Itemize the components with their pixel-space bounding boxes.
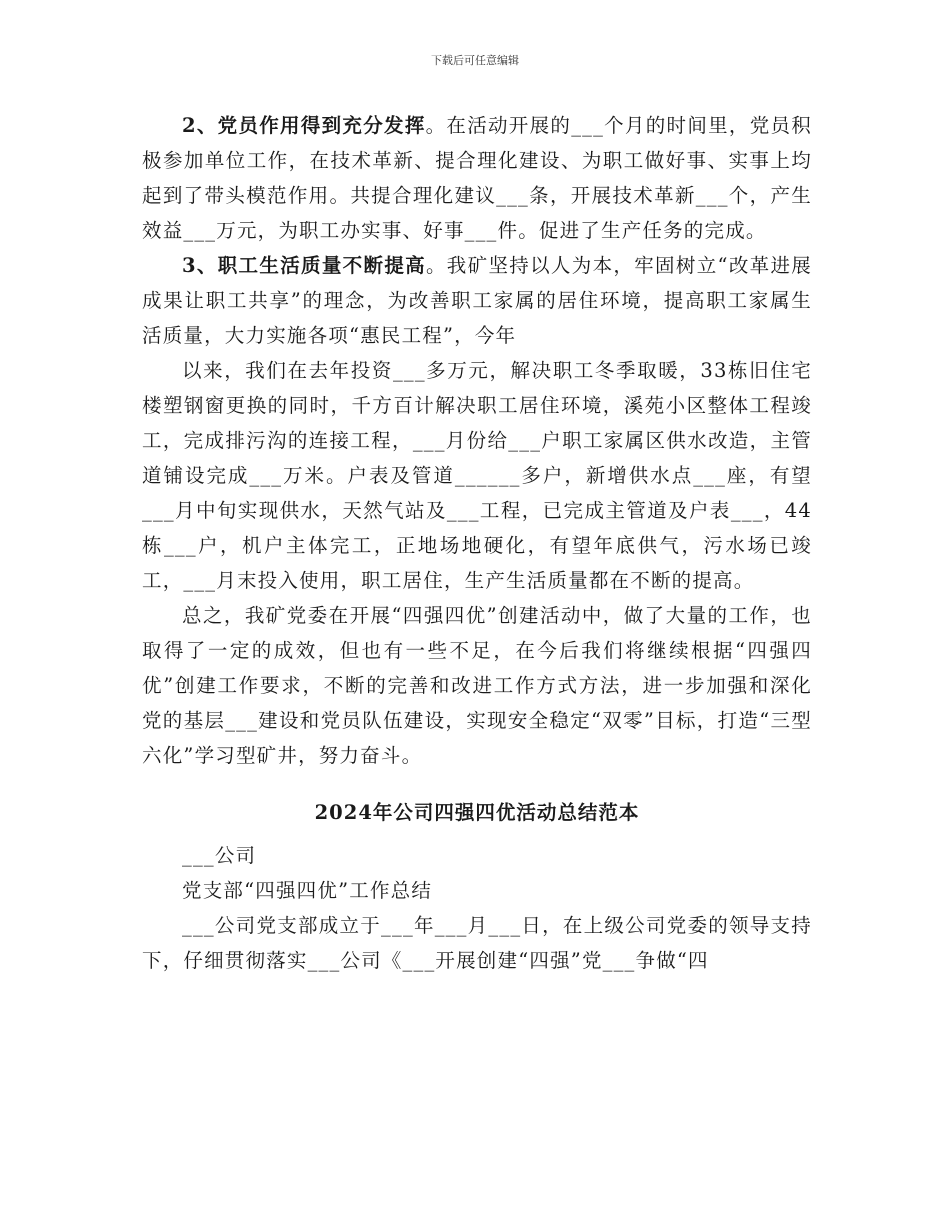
section-2-body: 。在活动开展的___个月的时间里，党员积极参加单位工作，在技术革新、提合理化建设、为职工做好事、实事上均起到了带头模范作用。共提合理化建议___条，开展技术革新___个，产生效益___万元，为职工办实事、好事___件。促进了生产任务的完成。 [142,114,812,242]
section-2-heading: 2、党员作用得到充分发挥 [182,114,426,137]
second-document-title: 2024年公司四强四优活动总结范本 [314,801,640,824]
company-line: ___公司 [182,844,257,867]
branch-summary-line: 党支部“四强四优”工作总结 [182,879,433,902]
document-body [142,108,812,978]
section-3-continuation: 以来，我们在去年投资___多万元，解决职工冬季取暖，33栋旧住宅楼塑钢窗更换的同时，千方百计解决职工居住环境，溪苑小区整体工程竣工，完成排污沟的连接工程，___月份给___户职工家属区供水改造，主管道铺设完成___万米。户表及管道______多户，新增供水点___座，有望___月中旬实现供水，天然气站及___工程，已完成主管道及户表___，44栋___户，机户主体完工，正地场地硬化，有望年底供气，污水场已竣工，___月末投入使用，职工居住，生产生活质量都在不断的提高。 [142,359,812,592]
section-3-body: 。我矿坚持以人为本，牢固树立“改革进展成果让职工共享”的理念，为改善职工家属的居住环境，提高职工家属生活质量，大力实施各项“惠民工程”，今年 [142,254,812,347]
page-header-note: 下载后可任意编辑 [431,54,519,67]
section-3-heading: 3、职工生活质量不断提高 [182,254,426,277]
intro-paragraph: ___公司党支部成立于___年___月___日，在上级公司党委的领导支持下，仔细贯彻落实___公司《___开展创建“四强”党___争做“四 [142,914,812,972]
summary-paragraph: 总之，我矿党委在开展“四强四优”创建活动中，做了大量的工作，也取得了一定的成效，但也有一些不足，在今后我们将继续根据“四强四优”创建工作要求，不断的完善和改进工作方式方法，进一步加强和深化党的基层___建设和党员队伍建设，实现安全稳定“双零”目标，打造“三型六化”学习型矿井，努力奋斗。 [142,604,812,767]
section-3-paragraph [142,248,812,353]
section-2-paragraph [142,108,812,248]
